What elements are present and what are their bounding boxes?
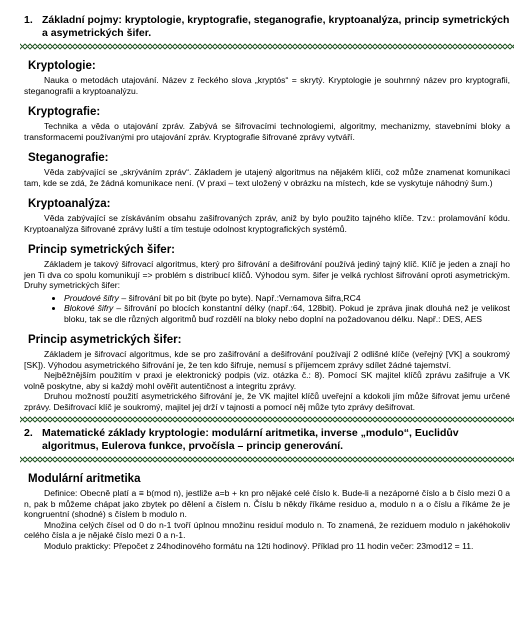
modularni-section — [20, 473, 514, 551]
section-divider — [20, 416, 514, 423]
symetricke-title: Princip symetrických šifer: — [28, 244, 176, 256]
steganografie-text: Věda zabývající se „skrýváním zpráv“. Základem je utajený algoritmus na nějakém klíči, což může znamenat komunikaci tam, kde se zdá, že žádná komunikace není. (V praxi – text uložený v obrázku na místech, kde se vyskytuje náhodný šum.) — [24, 167, 510, 188]
symetricke-text: Základem je takový šifrovací algoritmus, který pro šifrování a dešifrování používá jediný tajný klíč. Klíč je jeden a znají ho jen Ti dva co spolu komunikují => problém s distribucí klíčů. Výhodou sym. šifer je velká rychlost šifrování oproti asymetrickým. Druhy symetrických šifer: — [24, 259, 510, 290]
section-2-title: Matematické základy kryptologie: modulární aritmetika, inverse „modulo“, Euclidův algoritmus, Eulerova funkce, prvočísla – princip generování. — [42, 427, 459, 452]
section-divider — [20, 43, 514, 50]
list-item-text: – šifrování bit po bit (byte po byte). Např.:Vernamova šifra,RC4 — [118, 292, 361, 303]
list-item-text: – šifrování po blocích konstantní délky (např.:64, 128bit). Pokud je zpráva jinak dlouhá než je velikost bloku, tak se dle různých algoritmů buď rozdělí na bloky nebo doplní na požadovanou délku. Např.: DES, AES — [64, 303, 510, 324]
asymetricke-p3: Druhou možností použití asymetrického šifrování je, že VK majitel klíčů uveřejní a kdokoli jím může šifrovat jemu určené zprávy. Dešifrovací klíč je soukromý, majitel jej drží v tajnosti a pomocí něj může tyto zprávy dešifrovat. — [24, 391, 510, 412]
kryptografie-section — [20, 106, 514, 142]
section-1-heading — [20, 10, 514, 43]
section-1-title: Základní pojmy: kryptologie, kryptografie, steganografie, kryptoanalýza, princip symetrických a asymetrických šifer. — [42, 14, 510, 39]
kryptoanalyza-title: Kryptoanalýza: — [28, 198, 111, 210]
kryptologie-section — [20, 60, 514, 96]
symetricke-section — [20, 244, 514, 324]
asymetricke-p1: Základem je šifrovací algoritmus, kde se pro zašifrování a dešifrování používají 2 odlišné klíče (veřejný [VK] a soukromý [SK]). Výhodou asymetrického šifrování je, že ten kdo šifruje, nemusí s příjemcem zprávy sdílet žádné tajemství. — [24, 349, 510, 370]
modularni-p3: Modulo prakticky: Přepočet z 24hodinového formátu na 12ti hodinový. Příklad pro 11 hodin večer: 23mod12 = 11. — [44, 540, 474, 551]
asymetricke-title: Princip asymetrických šifer: — [28, 334, 182, 346]
kryptografie-text: Technika a věda o utajování zpráv. Zabývá se šifrovacími technologiemi, algoritmy, mechanizmy, stavebními bloky a transformacemi používanými pro utajování zpráv. Kryptografie šifrované zprávy vytváří. — [24, 121, 510, 142]
section-2-number: 2. — [24, 427, 33, 439]
kryptoanalyza-section — [20, 198, 514, 234]
modularni-p1: Definice: Obecně platí a ≡ b(mod n), jestliže a=b + kn pro nějaké celé číslo k. Bude-li a nezáporné číslo a b číslo mezi 0 a n, pak b můžeme chápat jako zbytek po dělení a číslem n. Číslu b někdy říkáme residuo a, modulo n a o číslu a říkáme že je kongruentní (shodné) s číslem b modulo n. — [24, 488, 510, 519]
kryptografie-title: Kryptografie: — [28, 106, 101, 118]
list-item-name: Blokové šifry — [64, 303, 114, 313]
section-divider — [20, 456, 514, 463]
kryptoanalyza-text: Věda zabývající se získáváním obsahu zašifrovaných zpráv, aniž by bylo použito tajného klíče. Tzv.: prolamování kódu. Kryptoanalýza šifrované zprávy luští a tím testuje odolnost kryptografických systémů. — [24, 213, 510, 234]
list-item-name: Proudové šifry — [64, 292, 119, 303]
kryptologie-title: Kryptologie: — [28, 60, 96, 72]
document-page — [20, 10, 514, 551]
list-item — [64, 303, 510, 324]
list-item — [64, 293, 510, 304]
modularni-title: Modulární aritmetika — [28, 473, 141, 485]
symetricke-list — [24, 293, 510, 325]
section-2-heading — [20, 423, 514, 456]
asymetricke-section — [20, 334, 514, 412]
section-1-number: 1. — [24, 14, 33, 26]
asymetricke-p2: Nejběžnějším použitím v praxi je elektronický podpis (viz. otázka č.: 8). Pomocí SK majitel klíčů zprávu zašifruje a VK volně poskytne, aby si každý mohl ověřit autentičnost a integritu zprávy. — [24, 370, 510, 391]
modularni-p2: Množina celých čísel od 0 do n-1 tvoří úplnou množinu residuí modulo n. To znamená, že reziduem modulo n jakéhokoliv celého čísla a je nějaké číslo mezi 0 a n-1. — [24, 519, 510, 540]
kryptologie-text: Nauka o metodách utajování. Název z řeckého slova „kryptós“ = skrytý. Kryptologie je souhrnný název pro kryptografii, steganografii a kryptoanalýzu. — [24, 75, 510, 96]
steganografie-title: Steganografie: — [28, 152, 109, 164]
steganografie-section — [20, 152, 514, 188]
